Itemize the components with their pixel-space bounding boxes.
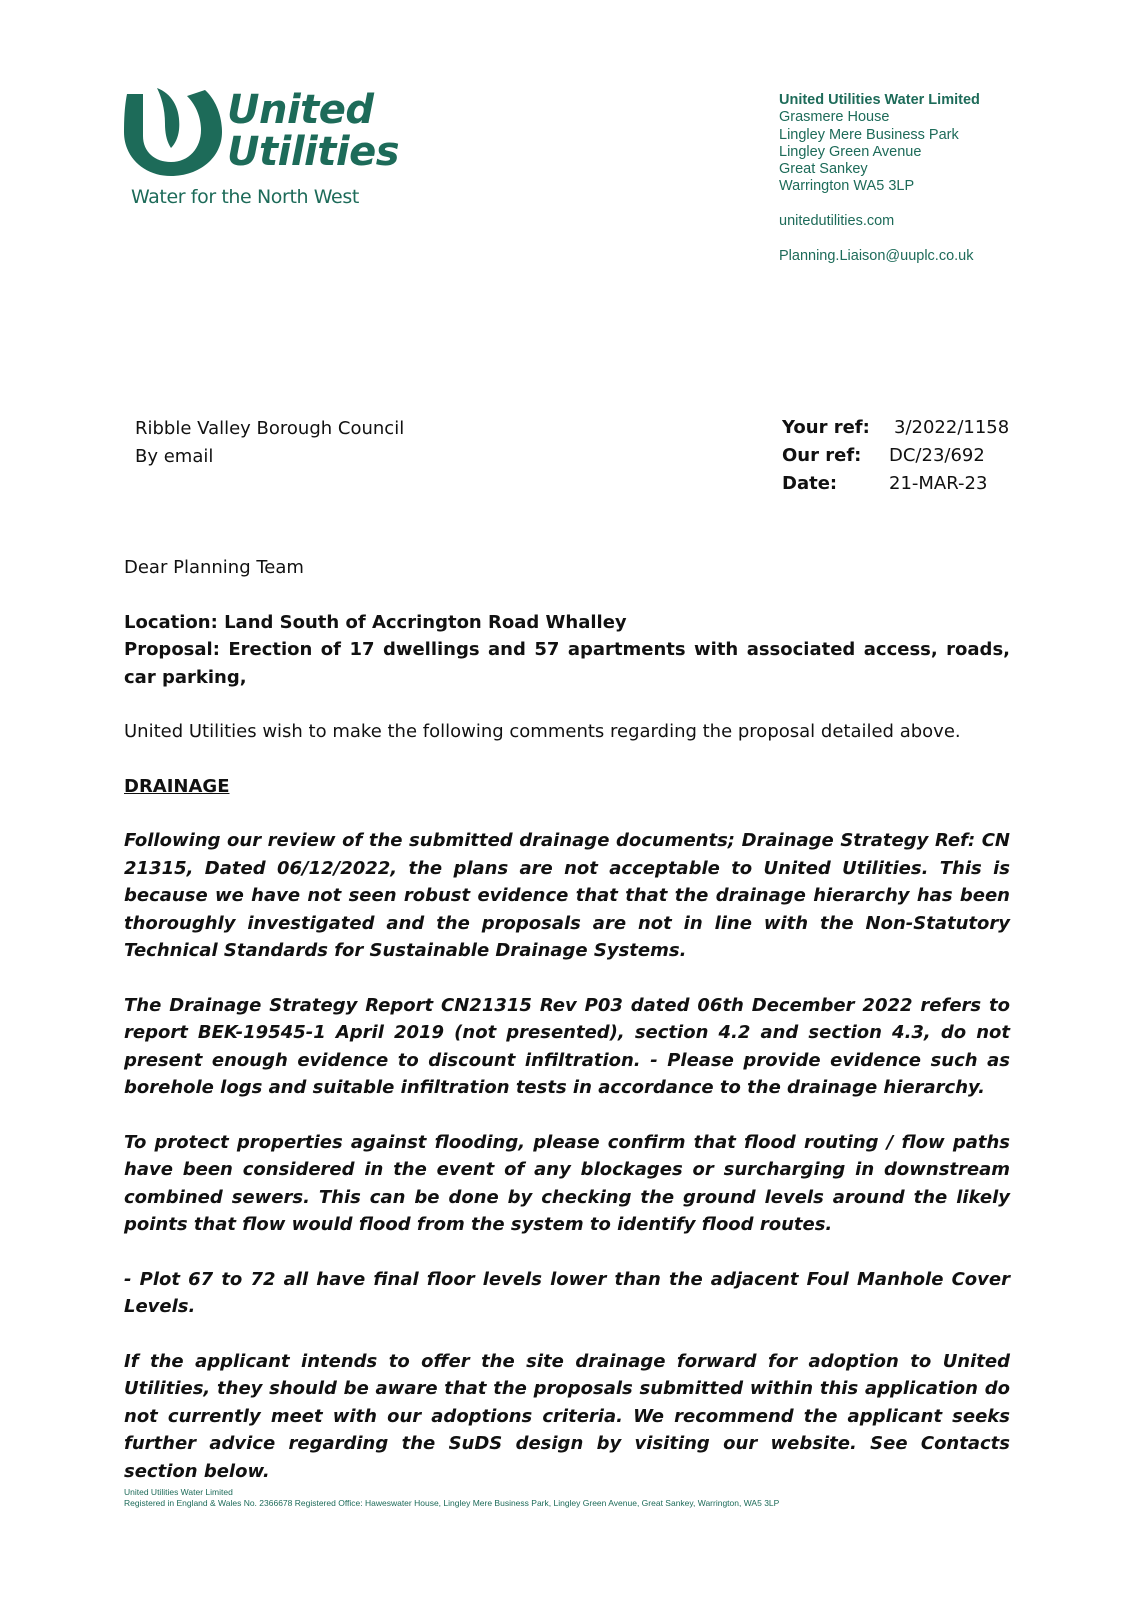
section-heading: DRAINAGE (124, 775, 230, 797)
recipient-method: By email (135, 446, 214, 467)
drainage-paragraph: The Drainage Strategy Report CN21315 Rev P03 dated 06th December 2022 refers to report BEK-19545-1 April 2019 (not presented), section 4.2 and section 4.3, do not present enough evidence to discount infiltration. - Please provide evidence such as borehole logs and suitable infiltration tests in accordance to the drainage hierarchy. (124, 994, 1010, 1098)
reference-block (782, 414, 1042, 498)
sender-address-line: Grasmere House (779, 109, 890, 126)
sender-address-line: Lingley Mere Business Park (779, 126, 959, 143)
sender-email-link[interactable]: Planning.Liaison@uuplc.co.uk (779, 248, 974, 265)
sender-company: United Utilities Water Limited (779, 92, 980, 108)
location-line: Location: Land South of Accrington Road Whalley (124, 611, 627, 633)
recipient-block (135, 415, 404, 471)
water-drop-logo-icon (121, 86, 225, 178)
drainage-paragraph: If the applicant intends to offer the site drainage forward for adoption to United Utilities, they should be aware that the proposals submitted within this application do not currently meet with our adoptions criteria. We recommend the applicant seeks further advice regarding the SuDS design by visiting our website. See Contacts section below. (124, 1350, 1010, 1482)
proposal-line: Proposal: Erection of 17 dwellings and 57 apartments with associated access, roads, car parking, (124, 639, 1010, 688)
sender-website-link[interactable]: unitedutilities.com (779, 212, 895, 229)
page-footer (124, 1487, 779, 1508)
recipient-name: Ribble Valley Borough Council (135, 418, 405, 439)
logo-wordmark-line1: United (227, 87, 374, 133)
drainage-paragraph: To protect properties against flooding, please confirm that flood routing / flow paths have been considered in the event of any blockages or surcharging in downstream combined sewers. This can be done by checking the ground levels around the likely points that flow would flood from the system to identify flood routes. (124, 1131, 1010, 1235)
date-value: 21-MAR-23 (889, 473, 988, 494)
footer-registration: Registered in England & Wales No. 2366678 Registered Office: Haweswater House, Lingley Mere Business Park, Lingley Green Avenue, Great Sankey, Warrington, WA5 3LP (124, 1497, 780, 1508)
your-ref-row (782, 414, 1042, 442)
logo-tagline: Water for the North West (131, 186, 359, 208)
drainage-paragraph: Following our review of the submitted drainage documents; Drainage Strategy Ref: CN 21315, Dated 06/12/2022, the plans are not acceptable to United Utilities. This is because we have not seen robust evidence that that the drainage hierarchy has been thoroughly investigated and the proposals are not in line with the Non-Statutory Technical Standards for Sustainable Drainage Systems. (124, 830, 1010, 961)
our-ref-label: Our ref: (782, 445, 862, 466)
logo-wordmark-line2: Utilities (227, 129, 400, 175)
company-logo (121, 86, 400, 216)
your-ref-value: 3/2022/1158 (894, 417, 1010, 438)
sender-address-line: Great Sankey (779, 161, 868, 178)
drainage-paragraph: - Plot 67 to 72 all have final floor levels lower than the adjacent Foul Manhole Cover Levels. (124, 1268, 1010, 1317)
footer-company: United Utilities Water Limited (124, 1487, 233, 1497)
salutation: Dear Planning Team (124, 557, 304, 578)
date-label: Date: (782, 473, 838, 494)
sender-address-line: Warrington WA5 3LP (779, 178, 915, 195)
letter-body (124, 554, 1010, 1485)
sender-address-block (779, 92, 980, 265)
our-ref-value: DC/23/692 (889, 445, 985, 466)
sender-address-line: Lingley Green Avenue (779, 143, 922, 160)
date-row (782, 470, 1042, 498)
intro-paragraph: United Utilities wish to make the following comments regarding the proposal detailed above. (124, 721, 961, 742)
your-ref-label: Your ref: (782, 417, 870, 438)
our-ref-row (782, 442, 1042, 470)
